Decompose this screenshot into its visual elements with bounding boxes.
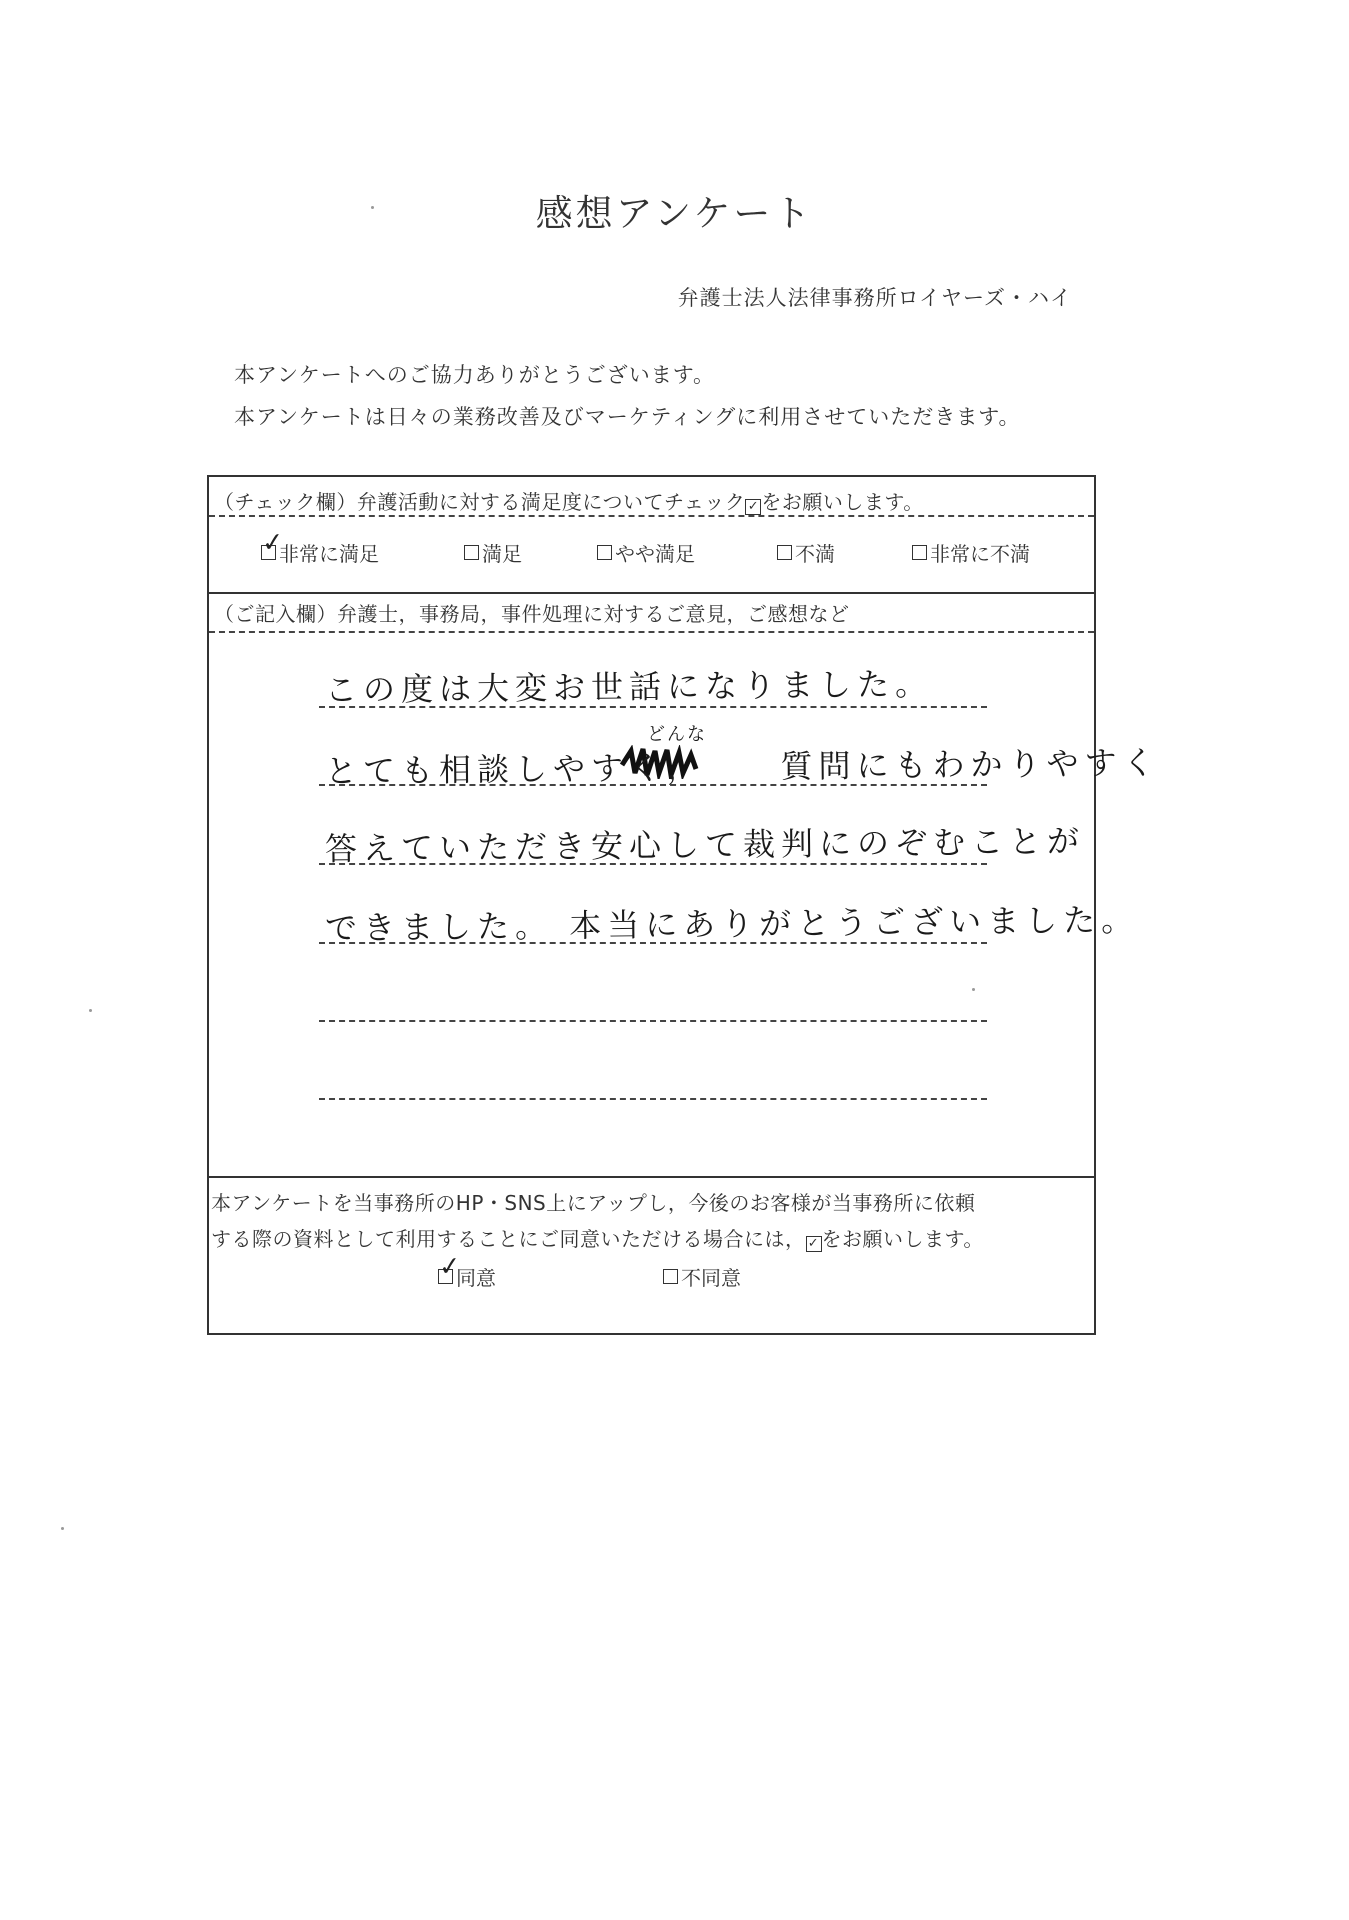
option-label: やや満足 [615, 542, 695, 566]
intro-line-2: 本アンケートは日々の業務改善及びマーケティングに利用させていただきます。 [234, 405, 1021, 429]
option-satisfied[interactable] [464, 538, 522, 567]
section-divider [209, 1176, 1094, 1178]
checkbox-somewhat-satisfied[interactable] [597, 545, 612, 560]
handwritten-line-1: この度は大変お世話になりました。 [324, 664, 934, 710]
option-disagree[interactable] [663, 1262, 741, 1291]
writing-line [319, 863, 987, 865]
option-label: 不満 [795, 542, 835, 566]
writing-line [319, 784, 987, 786]
consent-line-2 [211, 1223, 984, 1252]
writing-line [319, 1020, 987, 1022]
option-label: 非常に満足 [279, 542, 379, 566]
option-somewhat-satisfied[interactable] [597, 538, 695, 567]
scan-speck [61, 1527, 64, 1530]
option-label: 同意 [456, 1266, 496, 1290]
scan-speck [972, 988, 975, 991]
divider [209, 515, 1094, 517]
survey-form [207, 475, 1161, 1335]
page-title: 感想アンケート [535, 192, 814, 235]
consent-line-2-suffix: をお願いします。 [821, 1227, 984, 1251]
option-very-satisfied[interactable] [260, 527, 379, 567]
divider [209, 631, 1094, 633]
writing-line [319, 942, 987, 944]
checkbox-very-dissatisfied[interactable] [912, 545, 927, 560]
satisfaction-header [214, 486, 924, 515]
comments-header: （ご記入欄）弁護士，事務局，事件処理に対するご意見，ご感想など [214, 602, 850, 626]
firm-name: 弁護士法人法律事務所ロイヤーズ・ハイ [677, 286, 1072, 310]
satisfaction-header-prefix: （チェック欄）弁護活動に対する満足度についてチェック [214, 490, 746, 514]
section-divider [209, 592, 1094, 594]
checkbox-agree[interactable] [437, 1251, 463, 1284]
consent-line-2-prefix: する際の資料として利用することにご同意いただける場合には， [211, 1227, 806, 1251]
writing-line [319, 706, 987, 708]
option-label: 不同意 [681, 1266, 741, 1290]
consent-line-1: 本アンケートを当事務所のHP・SNS上にアップし，今後のお客様が当事務所に依頼 [211, 1191, 976, 1215]
handwritten-line-3: 答えていただき安心して裁判にのぞむことが [324, 822, 1086, 868]
satisfaction-header-suffix: をお願いします。 [761, 490, 924, 514]
option-label: 満足 [482, 542, 522, 566]
checkmark-icon: ✓ [437, 1251, 463, 1283]
handwritten-line-4: できました。 本当にありがとうございました。 [324, 900, 1140, 948]
checked-box-icon: ✓ [745, 499, 761, 515]
handwritten-line-2: とても相談しやすく， 質問にもわかりやすく [324, 743, 1161, 791]
scan-speck [89, 1009, 92, 1012]
intro-line-1: 本アンケートへのご協力ありがとうございます。 [234, 363, 716, 387]
scan-speck [371, 206, 374, 209]
option-label: 非常に不満 [930, 542, 1030, 566]
option-agree[interactable] [437, 1251, 496, 1291]
handwritten-insertion: どんな [647, 724, 707, 745]
checkmark-icon: ✓ [260, 527, 286, 559]
checkbox-very-satisfied[interactable] [260, 527, 286, 560]
checkbox-dissatisfied[interactable] [777, 545, 792, 560]
checkbox-disagree[interactable] [663, 1269, 678, 1284]
option-very-dissatisfied[interactable] [912, 538, 1030, 567]
writing-line [319, 1098, 987, 1100]
option-dissatisfied[interactable] [777, 538, 835, 567]
checked-box-icon: ✓ [806, 1236, 822, 1252]
checkbox-satisfied[interactable] [464, 545, 479, 560]
